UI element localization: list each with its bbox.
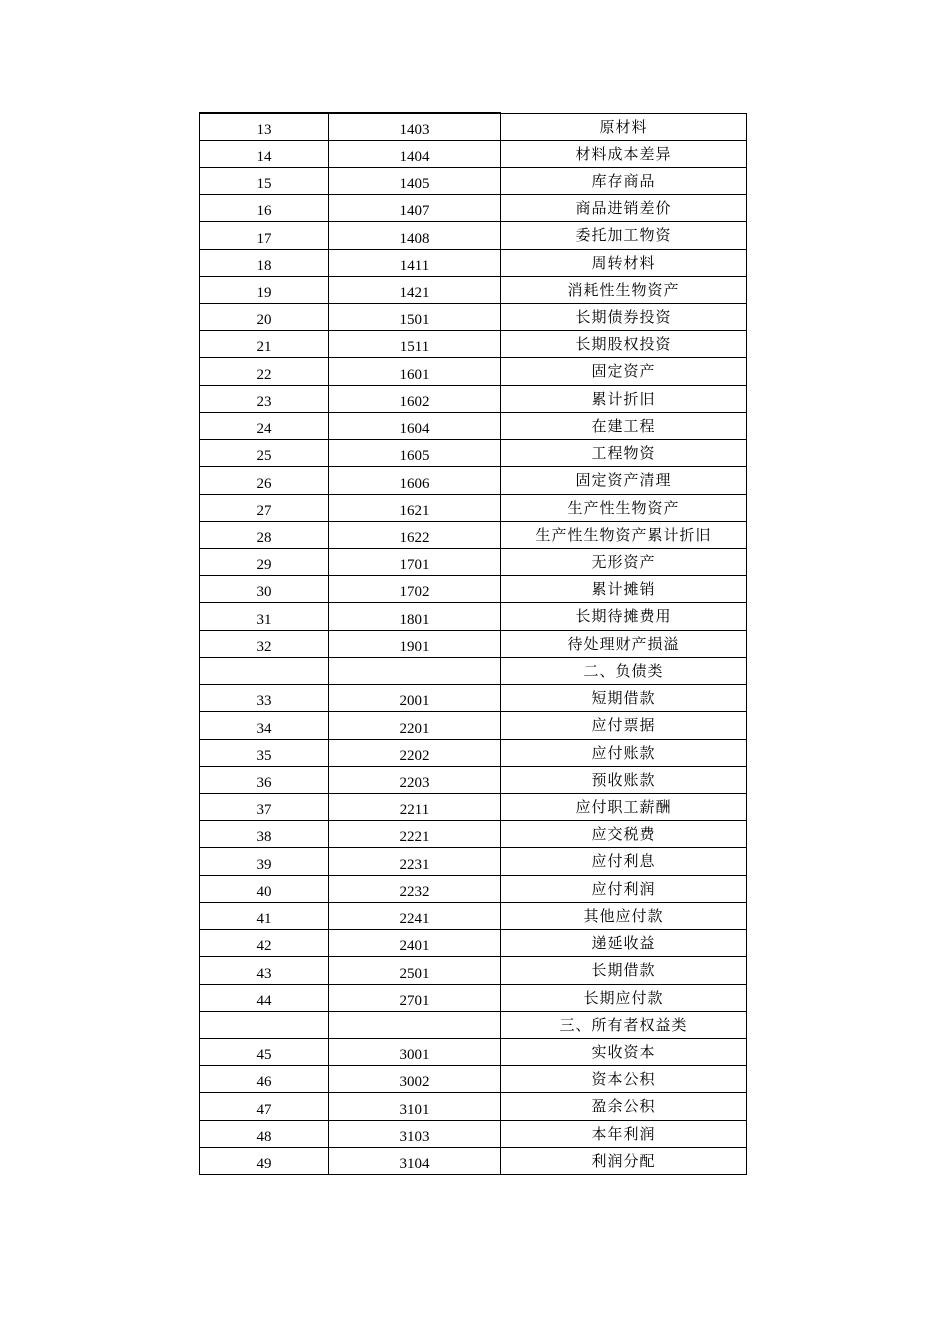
account-code-cell: 1621 xyxy=(329,494,501,521)
sequence-number-cell: 23 xyxy=(200,385,329,412)
sequence-number-cell: 38 xyxy=(200,821,329,848)
account-code-cell: 3001 xyxy=(329,1038,501,1065)
table-row xyxy=(200,1066,747,1093)
account-name-cell: 长期待摊费用 xyxy=(501,603,747,630)
account-name-cell: 待处理财产损溢 xyxy=(501,630,747,657)
account-code-cell: 1702 xyxy=(329,576,501,603)
table-row xyxy=(200,167,747,194)
sequence-number-cell: 46 xyxy=(200,1066,329,1093)
account-name-cell: 递延收益 xyxy=(501,930,747,957)
account-code-cell: 1405 xyxy=(329,167,501,194)
sequence-number-cell xyxy=(200,1011,329,1038)
account-code-cell xyxy=(329,657,501,684)
account-name-cell: 应付职工薪酬 xyxy=(501,793,747,820)
account-code-cell: 1411 xyxy=(329,249,501,276)
account-code-cell: 3103 xyxy=(329,1120,501,1147)
account-name-cell: 原材料 xyxy=(501,113,747,140)
table-row xyxy=(200,521,747,548)
accounts-table xyxy=(199,112,747,1175)
table-row xyxy=(200,984,747,1011)
accounts-table-body xyxy=(200,113,747,1175)
sequence-number-cell: 32 xyxy=(200,630,329,657)
account-code-cell: 3104 xyxy=(329,1147,501,1174)
account-code-cell: 2231 xyxy=(329,848,501,875)
account-name-cell: 盈余公积 xyxy=(501,1093,747,1120)
account-code-cell: 3101 xyxy=(329,1093,501,1120)
account-name-cell: 固定资产清理 xyxy=(501,467,747,494)
account-code-cell: 2202 xyxy=(329,739,501,766)
account-name-cell: 应交税费 xyxy=(501,821,747,848)
table-row xyxy=(200,549,747,576)
table-row xyxy=(200,276,747,303)
table-row xyxy=(200,440,747,467)
sequence-number-cell: 33 xyxy=(200,685,329,712)
account-name-cell: 工程物资 xyxy=(501,440,747,467)
table-row xyxy=(200,630,747,657)
table-row xyxy=(200,902,747,929)
table-row xyxy=(200,1120,747,1147)
sequence-number-cell: 18 xyxy=(200,249,329,276)
account-name-cell: 累计摊销 xyxy=(501,576,747,603)
table-row xyxy=(200,304,747,331)
account-code-cell: 2501 xyxy=(329,957,501,984)
account-code-cell: 2401 xyxy=(329,930,501,957)
account-name-cell: 固定资产 xyxy=(501,358,747,385)
account-code-cell: 1511 xyxy=(329,331,501,358)
table-row xyxy=(200,793,747,820)
account-name-cell: 无形资产 xyxy=(501,549,747,576)
account-name-cell: 其他应付款 xyxy=(501,902,747,929)
table-row xyxy=(200,1038,747,1065)
sequence-number-cell: 19 xyxy=(200,276,329,303)
account-name-cell: 委托加工物资 xyxy=(501,222,747,249)
category-title-cell: 二、负债类 xyxy=(501,657,747,684)
table-row xyxy=(200,603,747,630)
table-row xyxy=(200,385,747,412)
table-row xyxy=(200,930,747,957)
account-code-cell: 1605 xyxy=(329,440,501,467)
account-code-cell: 1604 xyxy=(329,412,501,439)
account-name-cell: 应付利息 xyxy=(501,848,747,875)
account-code-cell: 1501 xyxy=(329,304,501,331)
account-name-cell: 本年利润 xyxy=(501,1120,747,1147)
sequence-number-cell: 43 xyxy=(200,957,329,984)
table-row xyxy=(200,712,747,739)
table-row xyxy=(200,848,747,875)
account-name-cell: 长期债券投资 xyxy=(501,304,747,331)
account-code-cell: 1408 xyxy=(329,222,501,249)
sequence-number-cell: 15 xyxy=(200,167,329,194)
sequence-number-cell: 29 xyxy=(200,549,329,576)
table-row xyxy=(200,494,747,521)
account-code-cell: 1801 xyxy=(329,603,501,630)
table-row xyxy=(200,140,747,167)
table-row xyxy=(200,685,747,712)
account-name-cell: 利润分配 xyxy=(501,1147,747,1174)
account-code-cell: 1601 xyxy=(329,358,501,385)
table-row xyxy=(200,1147,747,1174)
table-row xyxy=(200,1093,747,1120)
category-header-row xyxy=(200,1011,747,1038)
sequence-number-cell: 39 xyxy=(200,848,329,875)
table-row xyxy=(200,412,747,439)
table-row xyxy=(200,576,747,603)
account-code-cell: 1404 xyxy=(329,140,501,167)
sequence-number-cell: 27 xyxy=(200,494,329,521)
account-code-cell: 1421 xyxy=(329,276,501,303)
sequence-number-cell: 34 xyxy=(200,712,329,739)
table-row xyxy=(200,195,747,222)
account-code-cell: 1407 xyxy=(329,195,501,222)
sequence-number-cell: 28 xyxy=(200,521,329,548)
sequence-number-cell xyxy=(200,657,329,684)
account-name-cell: 长期股权投资 xyxy=(501,331,747,358)
account-name-cell: 生产性生物资产累计折旧 xyxy=(501,521,747,548)
table-row xyxy=(200,766,747,793)
table-row xyxy=(200,331,747,358)
account-code-cell: 2221 xyxy=(329,821,501,848)
account-code-cell: 2701 xyxy=(329,984,501,1011)
account-name-cell: 在建工程 xyxy=(501,412,747,439)
sequence-number-cell: 24 xyxy=(200,412,329,439)
sequence-number-cell: 22 xyxy=(200,358,329,385)
account-code-cell: 2201 xyxy=(329,712,501,739)
account-code-cell: 1403 xyxy=(329,113,501,140)
account-code-cell xyxy=(329,1011,501,1038)
account-name-cell: 生产性生物资产 xyxy=(501,494,747,521)
account-code-cell: 2241 xyxy=(329,902,501,929)
sequence-number-cell: 40 xyxy=(200,875,329,902)
account-name-cell: 应付利润 xyxy=(501,875,747,902)
sequence-number-cell: 30 xyxy=(200,576,329,603)
account-code-cell: 2232 xyxy=(329,875,501,902)
account-name-cell: 消耗性生物资产 xyxy=(501,276,747,303)
sequence-number-cell: 48 xyxy=(200,1120,329,1147)
sequence-number-cell: 25 xyxy=(200,440,329,467)
sequence-number-cell: 26 xyxy=(200,467,329,494)
account-name-cell: 累计折旧 xyxy=(501,385,747,412)
table-row xyxy=(200,957,747,984)
table-row xyxy=(200,821,747,848)
sequence-number-cell: 16 xyxy=(200,195,329,222)
account-name-cell: 资本公积 xyxy=(501,1066,747,1093)
sequence-number-cell: 37 xyxy=(200,793,329,820)
account-code-cell: 2001 xyxy=(329,685,501,712)
table-row xyxy=(200,875,747,902)
sequence-number-cell: 20 xyxy=(200,304,329,331)
sequence-number-cell: 31 xyxy=(200,603,329,630)
account-name-cell: 预收账款 xyxy=(501,766,747,793)
account-name-cell: 周转材料 xyxy=(501,249,747,276)
sequence-number-cell: 49 xyxy=(200,1147,329,1174)
sequence-number-cell: 44 xyxy=(200,984,329,1011)
account-code-cell: 2211 xyxy=(329,793,501,820)
sequence-number-cell: 21 xyxy=(200,331,329,358)
sequence-number-cell: 42 xyxy=(200,930,329,957)
account-name-cell: 长期应付款 xyxy=(501,984,747,1011)
sequence-number-cell: 47 xyxy=(200,1093,329,1120)
sequence-number-cell: 45 xyxy=(200,1038,329,1065)
account-name-cell: 应付票据 xyxy=(501,712,747,739)
account-code-cell: 2203 xyxy=(329,766,501,793)
category-header-row xyxy=(200,657,747,684)
account-code-cell: 1602 xyxy=(329,385,501,412)
account-code-cell: 3002 xyxy=(329,1066,501,1093)
account-code-cell: 1901 xyxy=(329,630,501,657)
table-row xyxy=(200,113,747,140)
account-name-cell: 应付账款 xyxy=(501,739,747,766)
account-name-cell: 材料成本差异 xyxy=(501,140,747,167)
category-title-cell: 三、所有者权益类 xyxy=(501,1011,747,1038)
account-name-cell: 商品进销差价 xyxy=(501,195,747,222)
account-code-cell: 1701 xyxy=(329,549,501,576)
sequence-number-cell: 41 xyxy=(200,902,329,929)
account-name-cell: 短期借款 xyxy=(501,685,747,712)
table-row xyxy=(200,222,747,249)
sequence-number-cell: 13 xyxy=(200,113,329,140)
table-row xyxy=(200,467,747,494)
table-row xyxy=(200,358,747,385)
sequence-number-cell: 17 xyxy=(200,222,329,249)
table-row xyxy=(200,249,747,276)
account-name-cell: 实收资本 xyxy=(501,1038,747,1065)
account-name-cell: 库存商品 xyxy=(501,167,747,194)
account-code-cell: 1622 xyxy=(329,521,501,548)
sequence-number-cell: 14 xyxy=(200,140,329,167)
sequence-number-cell: 35 xyxy=(200,739,329,766)
sequence-number-cell: 36 xyxy=(200,766,329,793)
account-name-cell: 长期借款 xyxy=(501,957,747,984)
account-code-cell: 1606 xyxy=(329,467,501,494)
table-row xyxy=(200,739,747,766)
